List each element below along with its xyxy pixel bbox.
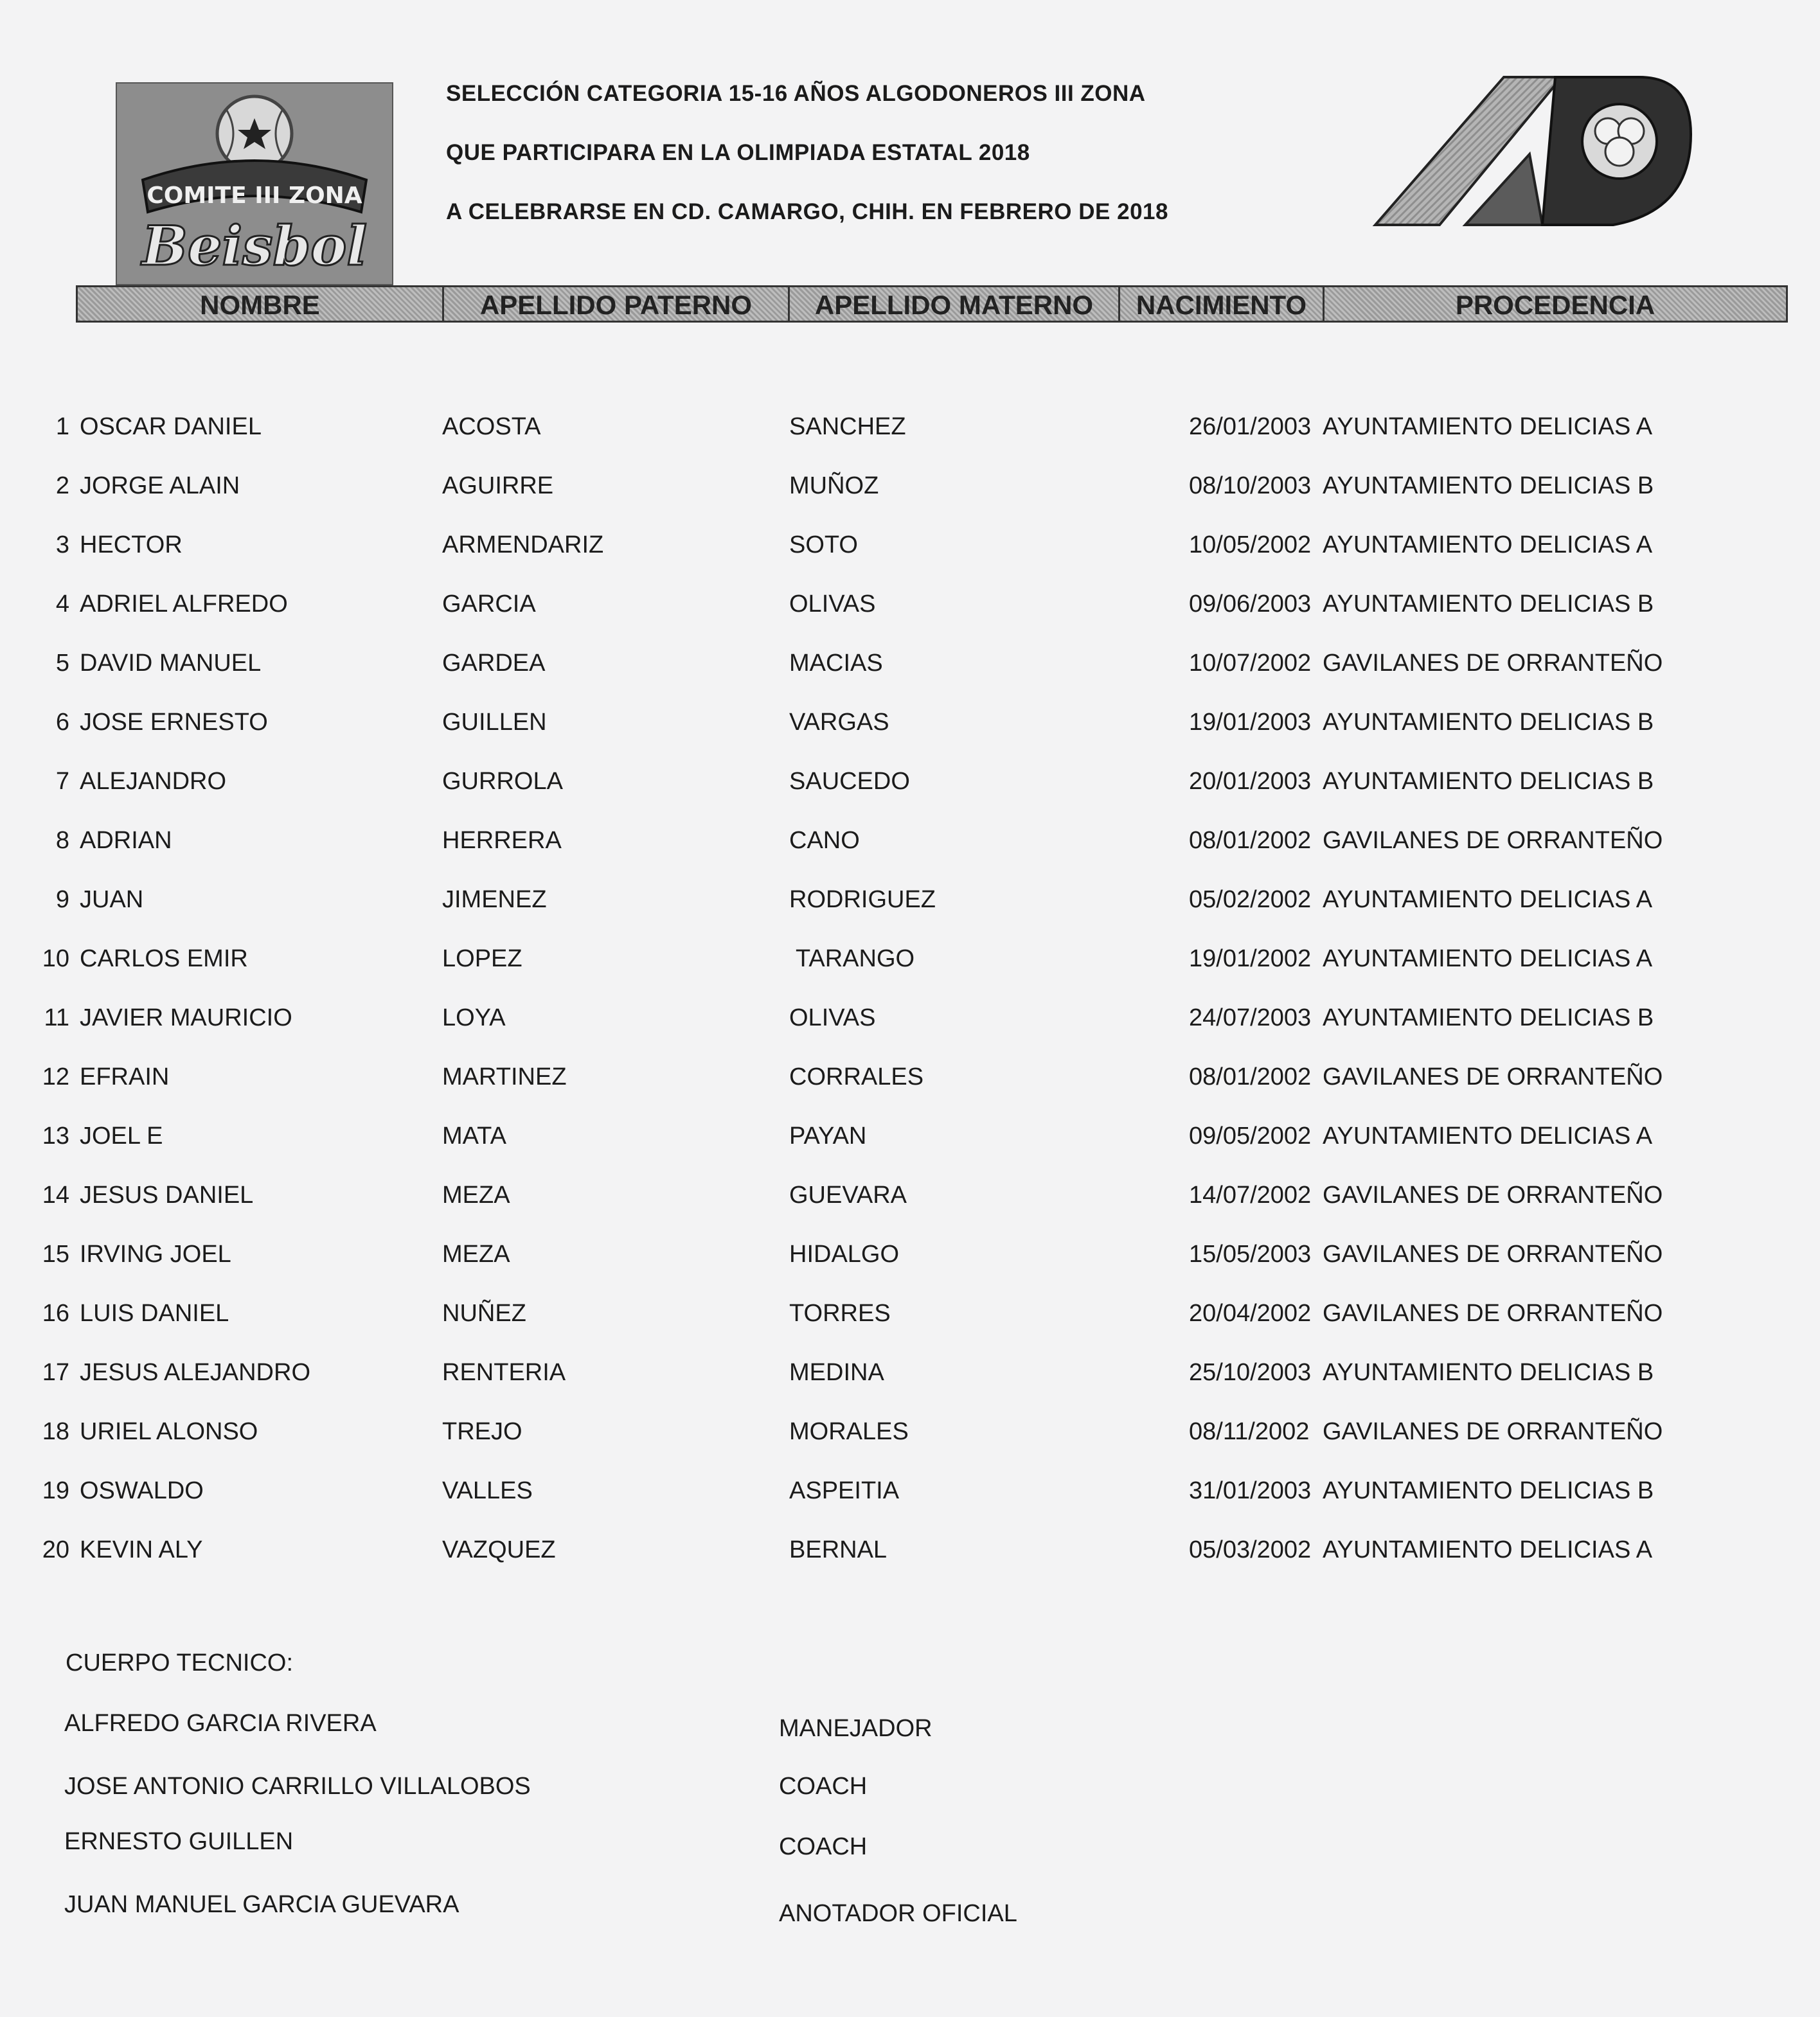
player-row xyxy=(0,1000,1820,1036)
staff-role: COACH xyxy=(779,1773,868,1800)
player-number: 6 xyxy=(55,709,69,736)
player-row xyxy=(0,1473,1820,1509)
player-birthdate: 24/07/2003 xyxy=(1189,1004,1312,1031)
player-name: EFRAIN xyxy=(80,1063,170,1090)
player-name: JESUS DANIEL xyxy=(80,1182,254,1209)
player-row xyxy=(0,586,1820,622)
logo-line2: Beisbol xyxy=(141,214,368,278)
player-birthdate: 14/07/2002 xyxy=(1189,1182,1312,1209)
player-paterno: MARTINEZ xyxy=(442,1063,567,1090)
staff-row xyxy=(0,1768,1820,1804)
player-birthdate: 25/10/2003 xyxy=(1189,1359,1312,1386)
player-number: 15 xyxy=(42,1241,69,1268)
staff-role: MANEJADOR xyxy=(779,1715,932,1742)
staff-row xyxy=(0,1705,1820,1741)
player-name: JESUS ALEJANDRO xyxy=(80,1359,310,1386)
player-procedencia: GAVILANES DE ORRANTEÑO xyxy=(1323,1300,1663,1327)
column-procedencia: PROCEDENCIA xyxy=(1455,290,1655,320)
player-paterno: ARMENDARIZ xyxy=(442,531,604,558)
player-number: 19 xyxy=(42,1477,69,1504)
player-birthdate: 20/04/2002 xyxy=(1189,1300,1312,1327)
staff-name: ALFREDO GARCIA RIVERA xyxy=(64,1710,377,1737)
player-procedencia: GAVILANES DE ORRANTEÑO xyxy=(1323,650,1663,677)
player-row xyxy=(0,941,1820,977)
player-materno: CORRALES xyxy=(789,1063,924,1090)
player-name: ADRIEL ALFREDO xyxy=(80,591,288,618)
heading-line-1: SELECCIÓN CATEGORIA 15-16 AÑOS ALGODONEROS III ZONA xyxy=(446,81,1146,106)
column-apellido-materno: APELLIDO MATERNO xyxy=(790,287,1120,321)
player-birthdate: 05/02/2002 xyxy=(1189,886,1312,913)
player-materno: OLIVAS xyxy=(789,591,876,618)
staff-name: JOSE ANTONIO CARRILLO VILLALOBOS xyxy=(64,1773,531,1800)
player-row xyxy=(0,527,1820,563)
player-name: CARLOS EMIR xyxy=(80,945,248,972)
staff-row xyxy=(0,1887,1820,1927)
player-materno: VARGAS xyxy=(789,709,889,736)
player-procedencia: GAVILANES DE ORRANTEÑO xyxy=(1323,1063,1663,1090)
player-row xyxy=(0,882,1820,918)
staff-role: COACH xyxy=(779,1833,868,1860)
player-row xyxy=(0,1295,1820,1331)
player-name: ALEJANDRO xyxy=(80,768,227,795)
player-paterno: GARDEA xyxy=(442,650,546,677)
player-materno: RODRIGUEZ xyxy=(789,886,936,913)
player-paterno: VALLES xyxy=(442,1477,533,1504)
staff-role: ANOTADOR OFICIAL xyxy=(779,1900,1017,1927)
player-number: 14 xyxy=(42,1182,69,1209)
staff-name: ERNESTO GUILLEN xyxy=(64,1828,294,1855)
player-materno: GUEVARA xyxy=(789,1182,907,1209)
player-procedencia: AYUNTAMIENTO DELICIAS B xyxy=(1323,472,1654,499)
player-name: OSCAR DANIEL xyxy=(80,413,262,440)
player-procedencia: GAVILANES DE ORRANTEÑO xyxy=(1323,827,1663,854)
player-number: 5 xyxy=(55,650,69,677)
player-number: 2 xyxy=(55,472,69,499)
player-materno: CANO xyxy=(789,827,860,854)
player-birthdate: 08/01/2002 xyxy=(1189,1063,1312,1090)
baseball-emblem-icon xyxy=(117,84,392,284)
player-materno: TARANGO xyxy=(796,945,915,972)
algodoneros-logo xyxy=(1369,64,1703,251)
document-heading xyxy=(446,76,1281,253)
player-paterno: AGUIRRE xyxy=(442,472,554,499)
player-row xyxy=(0,822,1820,858)
player-name: JAVIER MAURICIO xyxy=(80,1004,292,1031)
cotton-a-logo-icon xyxy=(1369,64,1703,251)
player-paterno: RENTERIA xyxy=(442,1359,566,1386)
player-birthdate: 08/11/2002 xyxy=(1189,1418,1310,1445)
player-materno: MEDINA xyxy=(789,1359,884,1386)
logo-line1: COMITE III ZONA xyxy=(147,182,362,209)
player-row xyxy=(0,763,1820,799)
player-name: URIEL ALONSO xyxy=(80,1418,258,1445)
player-materno: BERNAL xyxy=(789,1536,888,1563)
player-paterno: ACOSTA xyxy=(442,413,541,440)
player-paterno: GUILLEN xyxy=(442,709,547,736)
player-number: 8 xyxy=(55,827,69,854)
player-name: JOSE ERNESTO xyxy=(80,709,268,736)
column-nombre: NOMBRE xyxy=(78,287,444,321)
player-birthdate: 26/01/2003 xyxy=(1189,413,1312,440)
player-paterno: GURROLA xyxy=(442,768,563,795)
staff-title: CUERPO TECNICO: xyxy=(66,1649,294,1676)
player-name: JUAN xyxy=(80,886,144,913)
player-procedencia: AYUNTAMIENTO DELICIAS B xyxy=(1323,1004,1654,1031)
player-birthdate: 05/03/2002 xyxy=(1189,1536,1312,1563)
player-materno: PAYAN xyxy=(789,1123,867,1150)
player-procedencia: AYUNTAMIENTO DELICIAS A xyxy=(1323,886,1653,913)
player-paterno: VAZQUEZ xyxy=(442,1536,556,1563)
player-number: 9 xyxy=(55,886,69,913)
player-row xyxy=(0,1355,1820,1391)
heading-line-3: A CELEBRARSE EN CD. CAMARGO, CHIH. EN FEBRERO DE 2018 xyxy=(446,199,1168,224)
player-materno: HIDALGO xyxy=(789,1241,900,1268)
player-procedencia: AYUNTAMIENTO DELICIAS B xyxy=(1323,1359,1654,1386)
player-materno: MORALES xyxy=(789,1418,909,1445)
player-number: 12 xyxy=(42,1063,69,1090)
player-name: LUIS DANIEL xyxy=(80,1300,229,1327)
column-nacimiento: NACIMIENTO xyxy=(1120,287,1325,321)
player-name: OSWALDO xyxy=(80,1477,204,1504)
column-apellido-paterno: APELLIDO PATERNO xyxy=(444,287,790,321)
player-row xyxy=(0,1177,1820,1213)
player-number: 20 xyxy=(42,1536,69,1563)
player-birthdate: 15/05/2003 xyxy=(1189,1241,1312,1268)
player-number: 1 xyxy=(55,413,69,440)
player-row xyxy=(0,409,1820,445)
player-paterno: NUÑEZ xyxy=(442,1300,526,1327)
player-number: 10 xyxy=(42,945,69,972)
player-procedencia: AYUNTAMIENTO DELICIAS B xyxy=(1323,768,1654,795)
player-birthdate: 19/01/2002 xyxy=(1189,945,1312,972)
player-row xyxy=(0,1059,1820,1095)
player-procedencia: GAVILANES DE ORRANTEÑO xyxy=(1323,1418,1663,1445)
player-materno: SANCHEZ xyxy=(789,413,906,440)
player-row xyxy=(0,468,1820,504)
player-name: IRVING JOEL xyxy=(80,1241,231,1268)
player-number: 7 xyxy=(55,768,69,795)
player-row xyxy=(0,1414,1820,1450)
player-paterno: TREJO xyxy=(442,1418,522,1445)
player-paterno: GARCIA xyxy=(442,591,536,618)
player-birthdate: 10/05/2002 xyxy=(1189,531,1312,558)
player-name: JORGE ALAIN xyxy=(80,472,240,499)
player-row xyxy=(0,1532,1820,1568)
staff-name: JUAN MANUEL GARCIA GUEVARA xyxy=(64,1891,459,1918)
player-name: KEVIN ALY xyxy=(80,1536,203,1563)
player-birthdate: 08/01/2002 xyxy=(1189,827,1312,854)
player-paterno: HERRERA xyxy=(442,827,562,854)
player-procedencia: AYUNTAMIENTO DELICIAS A xyxy=(1323,1123,1653,1150)
staff-row xyxy=(0,1824,1820,1860)
player-name: ADRIAN xyxy=(80,827,172,854)
player-number: 18 xyxy=(42,1418,69,1445)
player-procedencia: GAVILANES DE ORRANTEÑO xyxy=(1323,1182,1663,1209)
player-procedencia: AYUNTAMIENTO DELICIAS B xyxy=(1323,591,1654,618)
player-materno: OLIVAS xyxy=(789,1004,876,1031)
player-paterno: LOPEZ xyxy=(442,945,522,972)
player-birthdate: 08/10/2003 xyxy=(1189,472,1312,499)
player-row xyxy=(0,704,1820,740)
player-number: 3 xyxy=(55,531,69,558)
player-paterno: MATA xyxy=(442,1123,506,1150)
comite-logo xyxy=(116,82,393,285)
player-procedencia: GAVILANES DE ORRANTEÑO xyxy=(1323,1241,1663,1268)
player-paterno: MEZA xyxy=(442,1241,510,1268)
player-name: DAVID MANUEL xyxy=(80,650,262,677)
player-birthdate: 19/01/2003 xyxy=(1189,709,1312,736)
player-procedencia: AYUNTAMIENTO DELICIAS A xyxy=(1323,531,1653,558)
player-materno: SOTO xyxy=(789,531,858,558)
column-header-bar xyxy=(76,285,1788,323)
player-procedencia: AYUNTAMIENTO DELICIAS B xyxy=(1323,1477,1654,1504)
player-procedencia: AYUNTAMIENTO DELICIAS A xyxy=(1323,1536,1653,1563)
player-materno: SAUCEDO xyxy=(789,768,910,795)
player-birthdate: 31/01/2003 xyxy=(1189,1477,1312,1504)
heading-line-2: QUE PARTICIPARA EN LA OLIMPIADA ESTATAL 2018 xyxy=(446,140,1030,165)
player-materno: MUÑOZ xyxy=(789,472,879,499)
player-number: 11 xyxy=(44,1004,69,1031)
player-materno: ASPEITIA xyxy=(789,1477,900,1504)
player-row xyxy=(0,645,1820,681)
player-paterno: JIMENEZ xyxy=(442,886,547,913)
player-birthdate: 10/07/2002 xyxy=(1189,650,1312,677)
player-paterno: LOYA xyxy=(442,1004,506,1031)
player-number: 4 xyxy=(55,591,69,618)
player-birthdate: 09/05/2002 xyxy=(1189,1123,1312,1150)
player-materno: MACIAS xyxy=(789,650,883,677)
player-row xyxy=(0,1118,1820,1154)
player-procedencia: AYUNTAMIENTO DELICIAS B xyxy=(1323,709,1654,736)
player-paterno: MEZA xyxy=(442,1182,510,1209)
player-number: 17 xyxy=(42,1359,69,1386)
player-name: HECTOR xyxy=(80,531,183,558)
player-procedencia: AYUNTAMIENTO DELICIAS A xyxy=(1323,413,1653,440)
player-birthdate: 09/06/2003 xyxy=(1189,591,1312,618)
player-row xyxy=(0,1236,1820,1272)
player-number: 13 xyxy=(42,1123,69,1150)
player-name: JOEL E xyxy=(80,1123,163,1150)
player-procedencia: AYUNTAMIENTO DELICIAS A xyxy=(1323,945,1653,972)
player-number: 16 xyxy=(42,1300,69,1327)
player-materno: TORRES xyxy=(789,1300,891,1327)
player-birthdate: 20/01/2003 xyxy=(1189,768,1312,795)
